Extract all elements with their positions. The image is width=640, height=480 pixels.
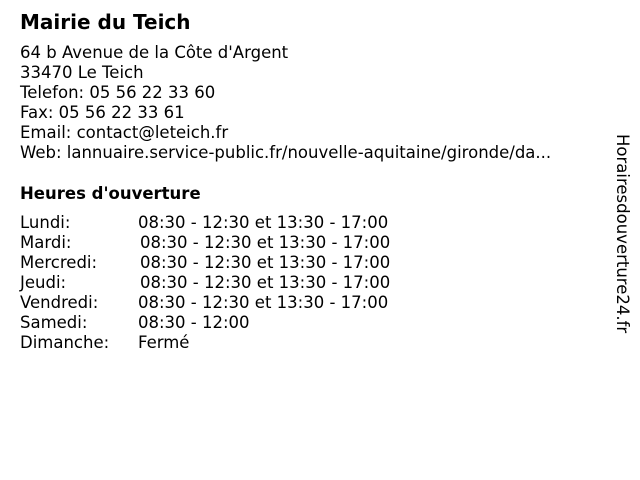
time-value: 08:30 - 12:30 et 13:30 - 17:00 bbox=[140, 253, 391, 272]
email-line: Email: contact@leteich.fr bbox=[20, 123, 229, 142]
time-value: 08:30 - 12:00 bbox=[138, 313, 250, 332]
day-label: Samedi: bbox=[20, 313, 88, 332]
day-label: Dimanche: bbox=[20, 333, 110, 352]
hours-row-sunday bbox=[20, 333, 440, 353]
site-watermark: Horairesdouverture24.fr bbox=[613, 134, 632, 334]
day-label: Vendredi: bbox=[20, 293, 99, 312]
hours-row-friday bbox=[20, 293, 440, 313]
hours-row-thursday bbox=[20, 273, 440, 293]
hours-row-tuesday bbox=[20, 233, 440, 253]
time-value: 08:30 - 12:30 et 13:30 - 17:00 bbox=[138, 213, 389, 232]
time-value: Fermé bbox=[138, 333, 190, 352]
day-label: Mardi: bbox=[20, 233, 72, 252]
hours-heading: Heures d'ouverture bbox=[20, 184, 201, 203]
hours-row-saturday bbox=[20, 313, 440, 333]
address-city: 33470 Le Teich bbox=[20, 63, 144, 82]
fax-line: Fax: 05 56 22 33 61 bbox=[20, 103, 185, 122]
time-value: 08:30 - 12:30 et 13:30 - 17:00 bbox=[140, 273, 391, 292]
hours-row-wednesday bbox=[20, 253, 440, 273]
phone-line: Telefon: 05 56 22 33 60 bbox=[20, 83, 216, 102]
hours-row-monday bbox=[20, 213, 440, 233]
address-street: 64 b Avenue de la Côte d'Argent bbox=[20, 43, 289, 62]
web-line: Web: lannuaire.service-public.fr/nouvelle-aquitaine/gironde/da... bbox=[20, 143, 552, 162]
day-label: Jeudi: bbox=[20, 273, 67, 292]
time-value: 08:30 - 12:30 et 13:30 - 17:00 bbox=[140, 233, 391, 252]
day-label: Lundi: bbox=[20, 213, 71, 232]
time-value: 08:30 - 12:30 et 13:30 - 17:00 bbox=[138, 293, 389, 312]
contact-details bbox=[20, 43, 551, 163]
day-label: Mercredi: bbox=[20, 253, 98, 272]
opening-hours-list bbox=[20, 213, 440, 353]
listing-title: Mairie du Teich bbox=[20, 10, 191, 34]
